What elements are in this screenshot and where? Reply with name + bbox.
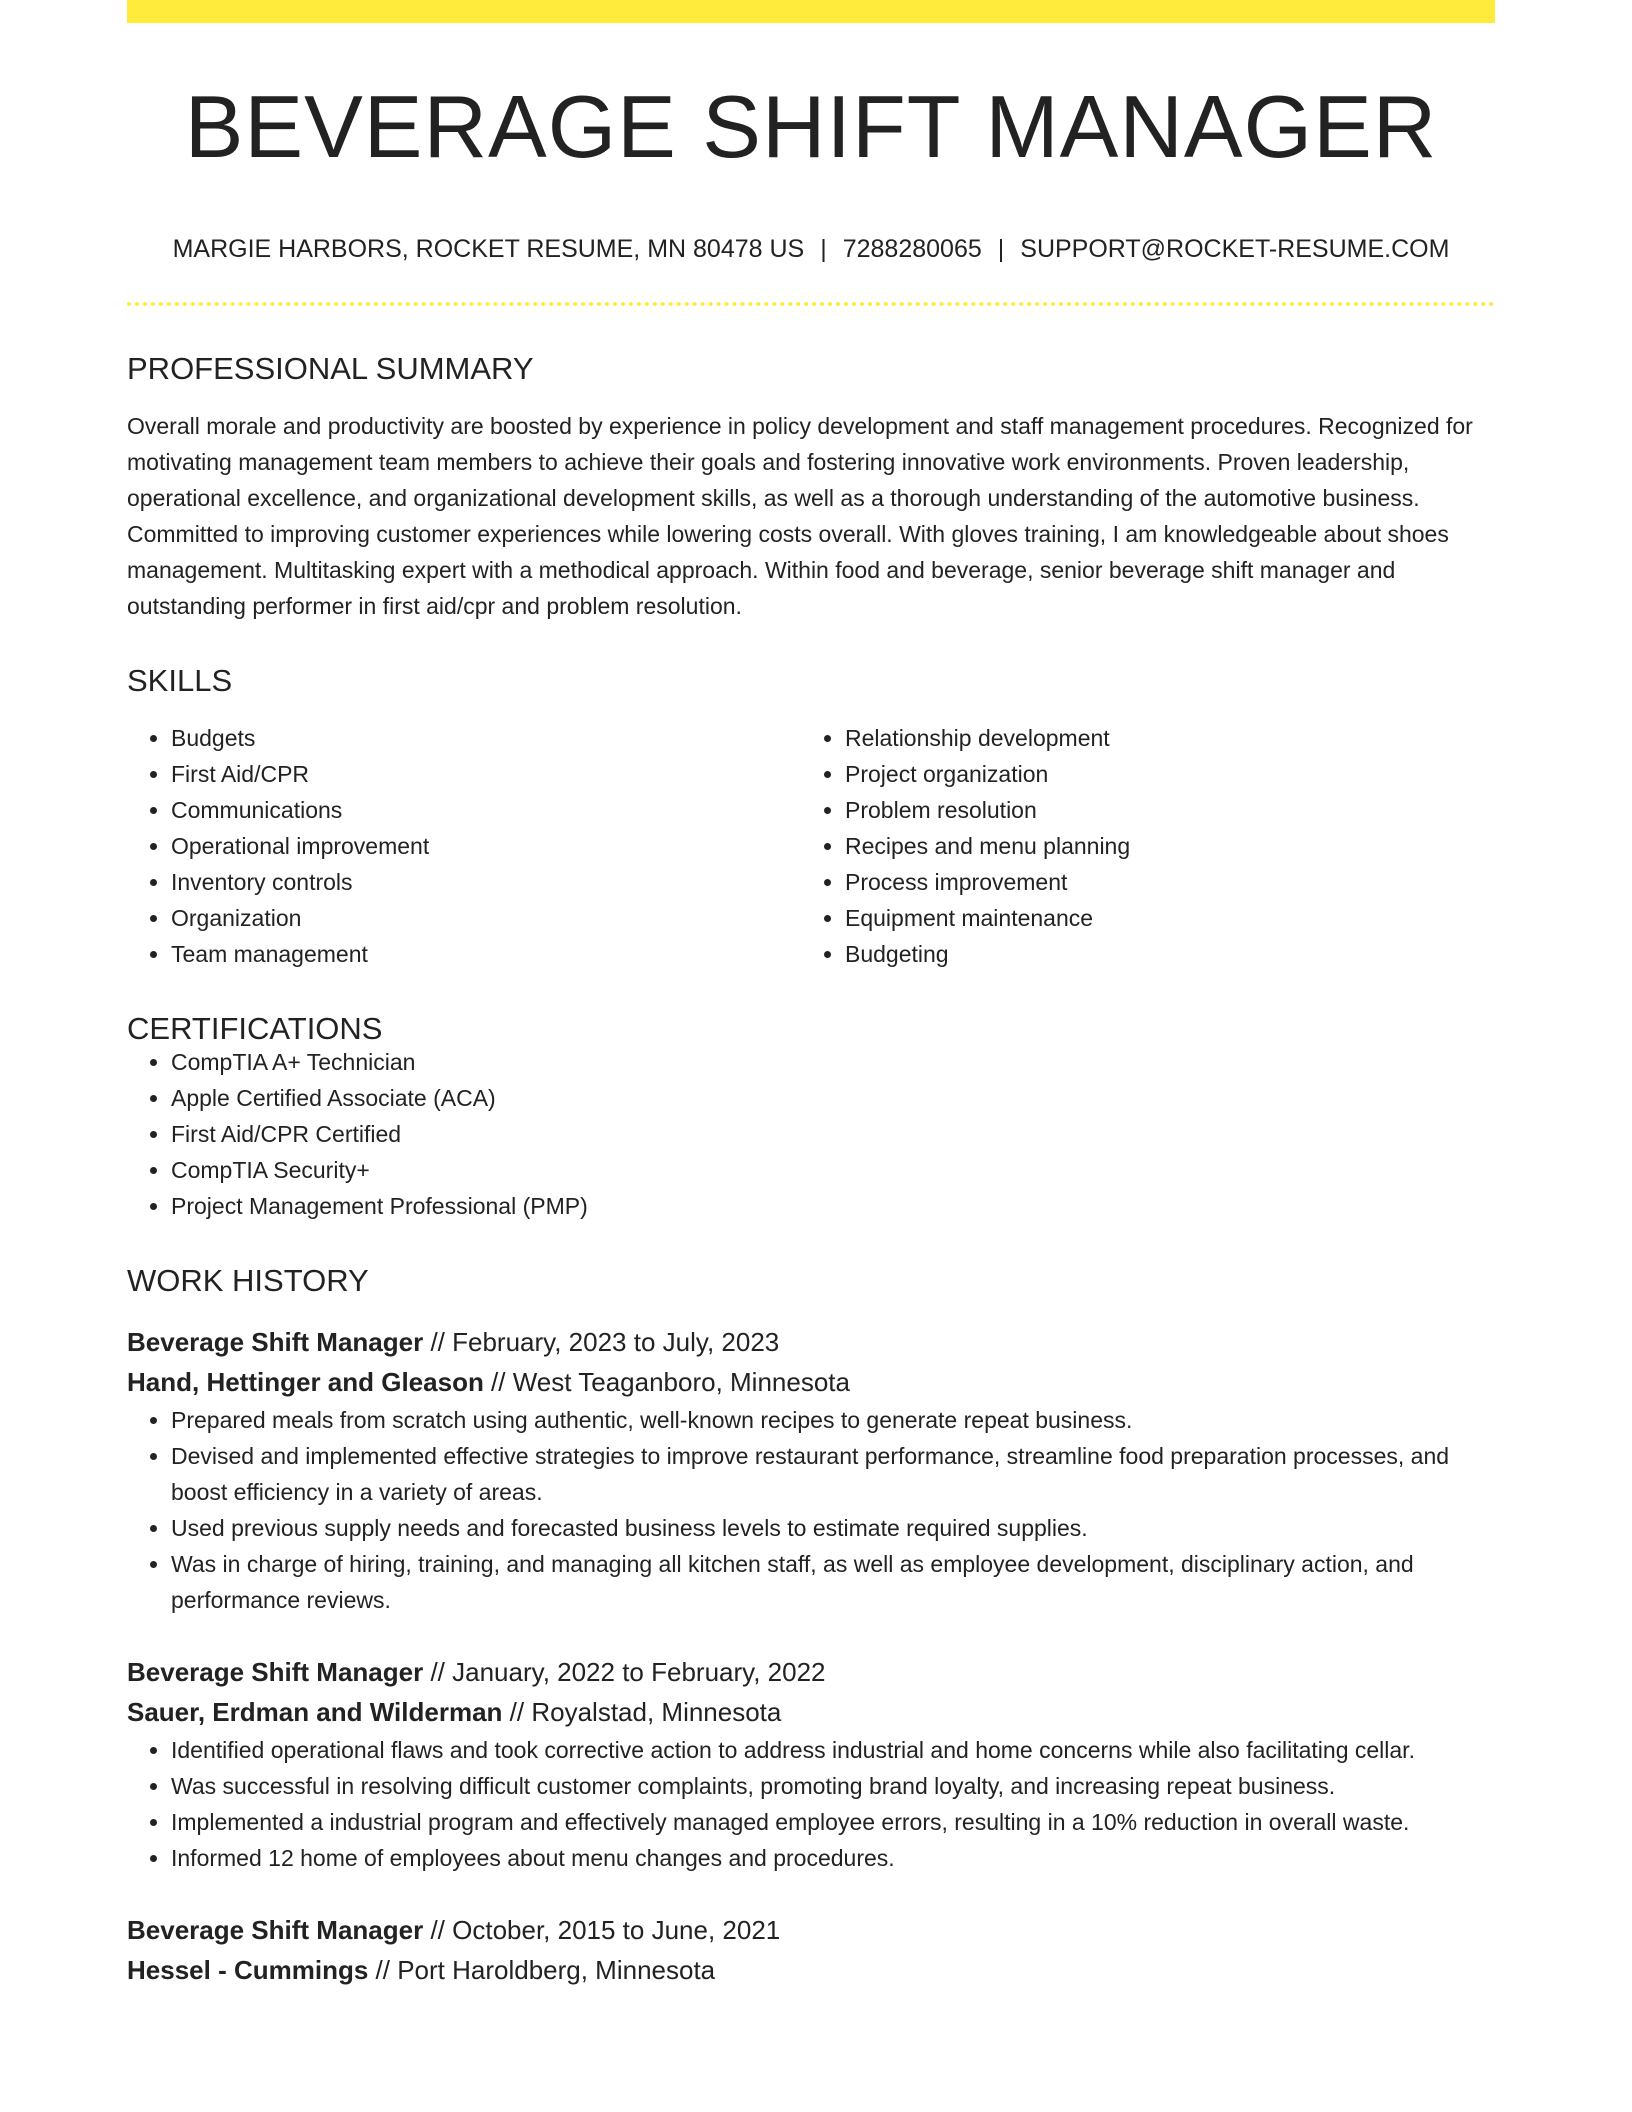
job-dates: February, 2023 to July, 2023 <box>452 1327 780 1357</box>
job-bullet-list <box>127 1402 1495 1618</box>
job-bullet: • Identified operational flaws and took corrective action to address industrial and home concerns while also facilitating cellar. <box>171 1732 1495 1768</box>
skill-item: • Organization <box>171 900 801 936</box>
job-title-line <box>127 1322 1495 1362</box>
skills-list <box>127 720 1495 972</box>
job-entry <box>127 1322 1495 1618</box>
job-bullet-list <box>127 1732 1495 1876</box>
contact-line <box>127 237 1495 262</box>
skill-item: • Team management <box>171 936 801 972</box>
skill-item: • Equipment maintenance <box>845 900 1475 936</box>
job-company-line <box>127 1692 1495 1732</box>
job-bullet: • Was successful in resolving difficult customer complaints, promoting brand loyalty, and increasing repeat business. <box>171 1768 1495 1804</box>
summary-text: Overall morale and productivity are boosted by experience in policy development and staff management procedures. Recognized for motivating management team members to achieve their goals and fostering innovative work environments. Proven leadership, operational excellence, and organizational development skills, as well as a thorough understanding of the automotive business. Committed to improving customer experiences while lowering costs overall. With gloves training, I am knowledgeable about shoes management. Multitasking expert with a methodical approach. Within food and beverage, senior beverage shift manager and outstanding performer in first aid/cpr and problem resolution. <box>127 413 1473 619</box>
skills-column-right <box>801 720 1475 972</box>
job-delimiter: // <box>423 1327 453 1357</box>
job-company-line <box>127 1950 1495 1990</box>
job-delimiter: // <box>423 1915 453 1945</box>
contact-phone: 7288280065 <box>842 235 982 263</box>
certification-item: • Project Management Professional (PMP) <box>171 1188 1495 1224</box>
dotted-divider <box>127 302 1495 306</box>
skill-item: • Recipes and menu planning <box>845 828 1475 864</box>
certification-item: • First Aid/CPR Certified <box>171 1116 1495 1152</box>
job-delimiter: // <box>502 1697 532 1727</box>
job-delimiter: // <box>483 1367 513 1397</box>
contact-separator: | <box>997 235 1005 263</box>
job-company-line <box>127 1362 1495 1402</box>
skill-item: • Budgeting <box>845 936 1475 972</box>
job-role: Beverage Shift Manager <box>127 1327 424 1357</box>
accent-top-bar <box>127 0 1495 23</box>
job-location: Royalstad, Minnesota <box>531 1697 782 1727</box>
certification-item: • CompTIA A+ Technician <box>171 1044 1495 1080</box>
job-entry <box>127 1910 1495 1990</box>
skill-item: • Budgets <box>171 720 801 756</box>
job-bullet: • Prepared meals from scratch using authentic, well-known recipes to generate repeat business. <box>171 1402 1495 1438</box>
job-company: Hand, Hettinger and Gleason <box>127 1367 484 1397</box>
skills-heading: SKILLS <box>127 663 233 698</box>
skill-item: • Problem resolution <box>845 792 1475 828</box>
job-location: West Teaganboro, Minnesota <box>512 1367 850 1397</box>
job-bullet: • Devised and implemented effective strategies to improve restaurant performance, streamline food preparation processes, and boost efficiency in a variety of areas. <box>171 1438 1495 1510</box>
job-title-line <box>127 1652 1495 1692</box>
job-company: Sauer, Erdman and Wilderman <box>127 1697 503 1727</box>
skill-item: • Relationship development <box>845 720 1475 756</box>
job-entry <box>127 1652 1495 1876</box>
job-bullet: • Was in charge of hiring, training, and managing all kitchen staff, as well as employee development, disciplinary action, and performance reviews. <box>171 1546 1495 1618</box>
job-bullet: • Informed 12 home of employees about menu changes and procedures. <box>171 1840 1495 1876</box>
page-title: BEVERAGE SHIFT MANAGER <box>184 77 1438 176</box>
resume-page <box>127 0 1495 1990</box>
certification-item: • Apple Certified Associate (ACA) <box>171 1080 1495 1116</box>
summary-heading: PROFESSIONAL SUMMARY <box>127 351 534 386</box>
job-bullet: • Used previous supply needs and forecasted business levels to estimate required supplies. <box>171 1510 1495 1546</box>
skill-item: • Inventory controls <box>171 864 801 900</box>
job-title-line <box>127 1910 1495 1950</box>
certification-item: • CompTIA Security+ <box>171 1152 1495 1188</box>
skills-column-left <box>127 720 801 972</box>
job-dates: January, 2022 to February, 2022 <box>452 1657 826 1687</box>
certifications-list <box>127 1044 1495 1224</box>
work-history-heading: WORK HISTORY <box>127 1263 369 1298</box>
job-role: Beverage Shift Manager <box>127 1915 424 1945</box>
job-company: Hessel - Cummings <box>127 1955 369 1985</box>
contact-address: MARGIE HARBORS, ROCKET RESUME, MN 80478 US <box>172 235 805 263</box>
job-role: Beverage Shift Manager <box>127 1657 424 1687</box>
contact-separator: | <box>820 235 827 263</box>
job-dates: October, 2015 to June, 2021 <box>452 1915 781 1945</box>
skill-item: • Process improvement <box>845 864 1475 900</box>
skill-item: • Operational improvement <box>171 828 801 864</box>
job-delimiter: // <box>368 1955 398 1985</box>
job-delimiter: // <box>423 1657 453 1687</box>
contact-email: SUPPORT@ROCKET-RESUME.COM <box>1020 235 1450 263</box>
skill-item: • Project organization <box>845 756 1475 792</box>
skill-item: • First Aid/CPR <box>171 756 801 792</box>
job-bullet: • Implemented a industrial program and effectively managed employee errors, resulting in a 10% reduction in overall waste. <box>171 1804 1495 1840</box>
job-location: Port Haroldberg, Minnesota <box>397 1955 716 1985</box>
work-history-list <box>127 1322 1495 1990</box>
certifications-heading: CERTIFICATIONS <box>127 1011 383 1046</box>
skill-item: • Communications <box>171 792 801 828</box>
